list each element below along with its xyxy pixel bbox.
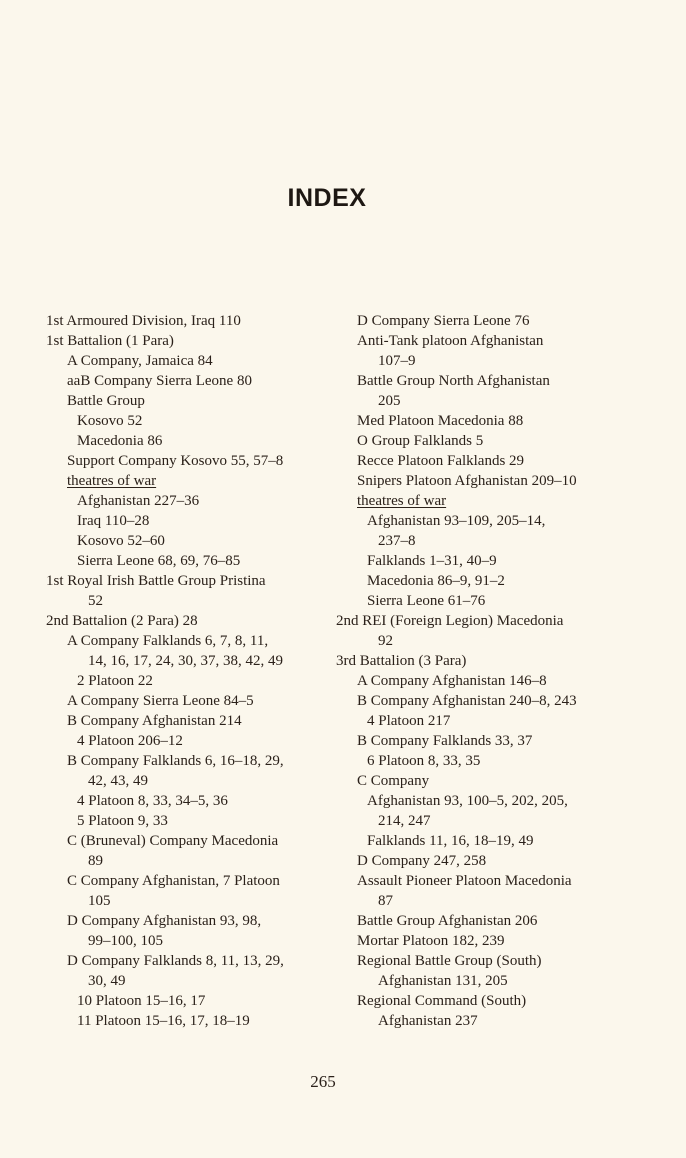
index-entry-line: Recce Platoon Falklands 29 — [357, 453, 525, 469]
index-entry-line: C Company — [357, 773, 430, 789]
index-entry-line: 99–100, 105 — [88, 933, 163, 949]
index-subheading: theatres of war — [67, 473, 157, 489]
index-entry-line: aaB Company Sierra Leone 80 — [67, 373, 252, 389]
index-entry-line: 92 — [378, 633, 393, 649]
index-entry-line: Med Platoon Macedonia 88 — [357, 413, 524, 429]
index-entry-line: 214, 247 — [378, 813, 431, 829]
index-entry-line: 89 — [88, 853, 103, 869]
index-entry-line: Falklands 11, 16, 18–19, 49 — [367, 833, 534, 849]
index-entry-line: B Company Falklands 33, 37 — [357, 733, 533, 749]
index-entry-line: Iraq 110–28 — [77, 513, 150, 529]
index-entry-line: Afghanistan 93, 100–5, 202, 205, — [367, 793, 568, 809]
index-entry-line: Battle Group — [67, 393, 145, 409]
index-entry-line: 105 — [88, 893, 111, 909]
index-entry-line: Afghanistan 93–109, 205–14, — [367, 513, 546, 529]
index-column-left — [46, 311, 284, 1031]
index-entry-line: Macedonia 86–9, 91–2 — [367, 573, 505, 589]
index-entry-line: 237–8 — [378, 533, 416, 549]
index-entry-line: O Group Falklands 5 — [357, 433, 484, 449]
page-title: INDEX — [287, 184, 367, 212]
index-entry-line: Afghanistan 227–36 — [77, 493, 200, 509]
index-entry-line: 2nd Battalion (2 Para) 28 — [46, 613, 198, 629]
index-entry-line: D Company Falklands 8, 11, 13, 29, — [67, 953, 284, 969]
index-entry-line: 2 Platoon 22 — [77, 673, 153, 689]
index-subheading: theatres of war — [357, 493, 447, 509]
index-entry-line: 4 Platoon 217 — [367, 713, 451, 729]
index-entry-line: 1st Royal Irish Battle Group Pristina — [46, 573, 266, 589]
index-entry-line: D Company 247, 258 — [357, 853, 487, 869]
index-entry-line: A Company, Jamaica 84 — [67, 353, 213, 369]
index-entry-line: 14, 16, 17, 24, 30, 37, 38, 42, 49 — [88, 653, 283, 669]
index-entry-line: 4 Platoon 206–12 — [77, 733, 183, 749]
index-entry-line: 2nd REI (Foreign Legion) Macedonia — [336, 613, 564, 629]
index-entry-line: 87 — [378, 893, 393, 909]
page-number: 265 — [310, 1072, 336, 1091]
index-entry-line: Regional Battle Group (South) — [357, 953, 542, 969]
index-entry-line: 5 Platoon 9, 33 — [77, 813, 168, 829]
index-entry-line: C Company Afghanistan, 7 Platoon — [67, 873, 280, 889]
index-entry-line: Sierra Leone 61–76 — [367, 593, 486, 609]
index-entry-line: A Company Sierra Leone 84–5 — [67, 693, 254, 709]
index-entry-line: Snipers Platoon Afghanistan 209–10 — [357, 473, 577, 489]
index-entry-line: 52 — [88, 593, 103, 609]
index-entry-line: Afghanistan 131, 205 — [378, 973, 508, 989]
index-entry-line: Macedonia 86 — [77, 433, 163, 449]
index-entry-line: Kosovo 52–60 — [77, 533, 165, 549]
index-entry-line: D Company Sierra Leone 76 — [357, 313, 530, 329]
index-entry-line: A Company Afghanistan 146–8 — [357, 673, 547, 689]
index-entry-line: Anti-Tank platoon Afghanistan — [357, 333, 544, 349]
index-entry-line: 3rd Battalion (3 Para) — [336, 653, 467, 669]
index-entry-line: Kosovo 52 — [77, 413, 143, 429]
index-entry-line: Support Company Kosovo 55, 57–8 — [67, 453, 284, 469]
index-entry-line: 1st Armoured Division, Iraq 110 — [46, 313, 241, 329]
index-entry-line: B Company Afghanistan 240–8, 243 — [357, 693, 577, 709]
index-entry-line: 30, 49 — [88, 973, 126, 989]
index-entry-line: Sierra Leone 68, 69, 76–85 — [77, 553, 241, 569]
index-column-right — [336, 311, 577, 1031]
index-entry-line: Assault Pioneer Platoon Macedonia — [357, 873, 572, 889]
index-entry-line: Regional Command (South) — [357, 993, 527, 1009]
index-entry-line: C (Bruneval) Company Macedonia — [67, 833, 279, 849]
index-entry-line: Mortar Platoon 182, 239 — [357, 933, 505, 949]
index-entry-line: B Company Afghanistan 214 — [67, 713, 242, 729]
index-entry-line: B Company Falklands 6, 16–18, 29, — [67, 753, 284, 769]
index-entry-line: D Company Afghanistan 93, 98, — [67, 913, 262, 929]
index-entry-line: 42, 43, 49 — [88, 773, 148, 789]
index-entry-line: 11 Platoon 15–16, 17, 18–19 — [77, 1013, 250, 1029]
index-entry-line: A Company Falklands 6, 7, 8, 11, — [67, 633, 269, 649]
index-entry-line: Battle Group Afghanistan 206 — [357, 913, 538, 929]
index-entry-line: Battle Group North Afghanistan — [357, 373, 550, 389]
index-entry-line: 107–9 — [378, 353, 416, 369]
index-entry-line: Afghanistan 237 — [378, 1013, 478, 1029]
index-entry-line: Falklands 1–31, 40–9 — [367, 553, 497, 569]
index-entry-line: 205 — [378, 393, 401, 409]
index-entry-line: 10 Platoon 15–16, 17 — [77, 993, 206, 1009]
index-entry-line: 1st Battalion (1 Para) — [46, 333, 174, 349]
index-entry-line: 4 Platoon 8, 33, 34–5, 36 — [77, 793, 228, 809]
index-entry-line: 6 Platoon 8, 33, 35 — [367, 753, 481, 769]
